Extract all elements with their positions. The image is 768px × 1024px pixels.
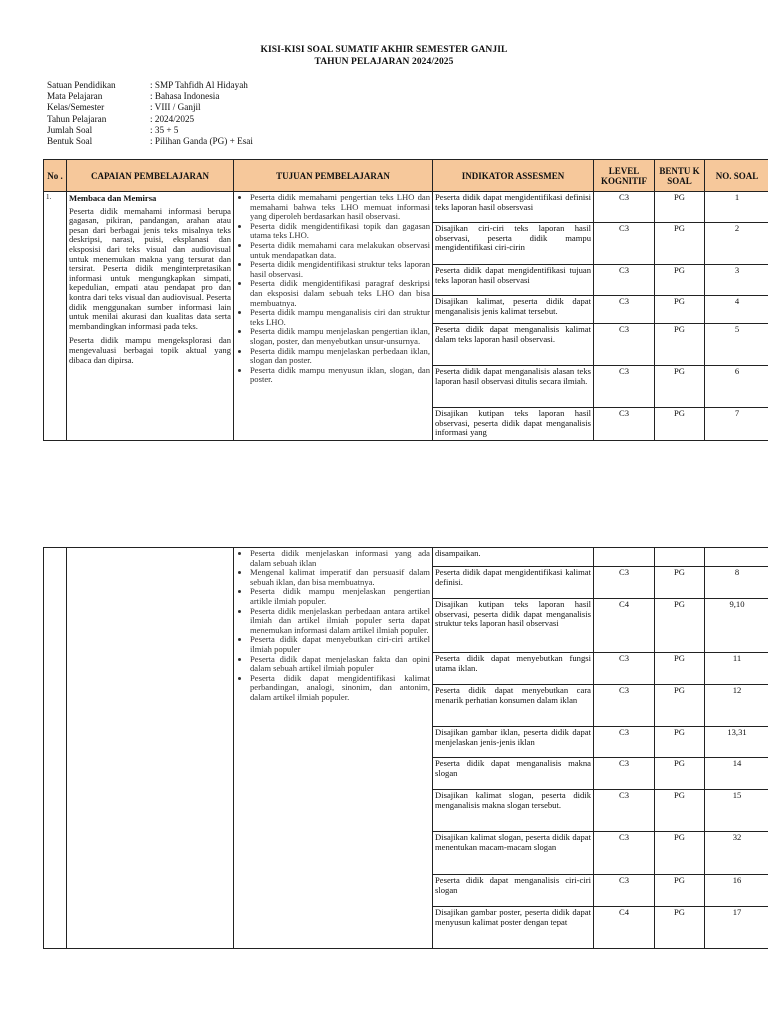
meta-row bbox=[47, 114, 253, 125]
bentuk-cell: PG bbox=[655, 907, 705, 949]
level-cell: C3 bbox=[594, 653, 655, 685]
capaian-heading: Membaca dan Memirsa bbox=[69, 193, 157, 203]
meta-value: : 2024/2025 bbox=[150, 113, 195, 124]
nosoal-cell: 6 bbox=[705, 366, 768, 408]
bentuk-cell: PG bbox=[655, 296, 705, 324]
header-indikator: INDIKATOR ASSESMEN bbox=[433, 160, 594, 192]
bentuk-cell: PG bbox=[655, 408, 705, 441]
indikator-cell: Peserta didik dapat menganalisis makna slogan bbox=[433, 758, 594, 790]
nosoal-cell: 8 bbox=[705, 567, 768, 599]
bentuk-cell: PG bbox=[655, 567, 705, 599]
nosoal-cell: 3 bbox=[705, 265, 768, 296]
level-cell: C3 bbox=[594, 832, 655, 875]
indikator-cell: Disajikan gambar iklan, peserta didik dapat menjelaskan jenis-jenis iklan bbox=[433, 727, 594, 758]
document-meta bbox=[47, 80, 253, 147]
level-cell: C3 bbox=[594, 727, 655, 758]
bentuk-cell: PG bbox=[655, 875, 705, 907]
indikator-cell: Peserta didik dapat mengidentifikasi kalimat definisi. bbox=[433, 567, 594, 599]
indikator-cell: Peserta didik dapat menganalisis kalimat dalam teks laporan hasil observasi. bbox=[433, 324, 594, 366]
bentuk-cell bbox=[655, 548, 705, 567]
kisi-kisi-table-page-2 bbox=[43, 547, 768, 949]
header-level: LEVEL KOGNITIF bbox=[594, 160, 655, 192]
capaian-paragraph: Peserta didik memahami informasi berupa gagasan, pikiran, pandangan, arahan atau pesan dari berbagai jenis teks misalnya teks deskripsi, narasi, puisi, eksplanasi dan eksposisi dari teks visual dan audiovisual untuk menemukan makna yang tersurat dan tersirat. Peserta didik menginterpretasikan informasi untuk mengungkapkan simpati, kepedulian, empati atau pendapat pro dan kontra dari teks visual dan audiovisual. Peserta didik menggunakan sumber informasi lain untuk menilai akurasi dan kualitas data serta membandingkan informasi pada teks. bbox=[69, 205, 231, 331]
nosoal-cell: 17 bbox=[705, 907, 768, 949]
indikator-cell: Disajikan gambar poster, peserta didik dapat menyusun kalimat poster dengan tepat bbox=[433, 907, 594, 949]
tujuan-item: • Mengenal kalimat imperatif dan persuasif dalam sebuah iklan, dan bisa membuatnya. bbox=[250, 568, 430, 587]
meta-label: Bentuk Soal bbox=[47, 136, 93, 147]
tujuan-item: • Peserta didik mampu menyusun iklan, slogan, dan poster. bbox=[250, 366, 430, 385]
nosoal-cell: 4 bbox=[705, 296, 768, 324]
nosoal-cell: 2 bbox=[705, 223, 768, 265]
bentuk-cell: PG bbox=[655, 223, 705, 265]
tujuan-item: • Peserta didik mampu menjelaskan perbedaan iklan, slogan dan poster. bbox=[250, 347, 430, 366]
tujuan-cell bbox=[234, 548, 433, 949]
indikator-cell: Peserta didik dapat menganalisis ciri-ciri slogan bbox=[433, 875, 594, 907]
level-cell: C3 bbox=[594, 296, 655, 324]
meta-row bbox=[47, 125, 253, 136]
bentuk-cell: PG bbox=[655, 790, 705, 832]
capaian-paragraph: Peserta didik mampu mengeksplorasi dan mengevaluasi berbagai topik aktual yang dibaca dan dipirsa. bbox=[69, 335, 231, 365]
capaian-cell bbox=[67, 548, 234, 949]
tujuan-item: • Peserta didik menjelaskan informasi yang ada dalam sebuah iklan bbox=[250, 549, 430, 568]
level-cell: C4 bbox=[594, 599, 655, 653]
level-cell: C4 bbox=[594, 907, 655, 949]
document-subtitle: TAHUN PELAJARAN 2024/2025 bbox=[314, 57, 454, 67]
bentuk-cell: PG bbox=[655, 324, 705, 366]
tujuan-item: • Peserta didik memahami pengertian teks LHO dan memahami bahwa teks LHO memuat informasi yang diperoleh berdasarkan hasil observasi. bbox=[250, 193, 430, 222]
level-cell: C3 bbox=[594, 265, 655, 296]
meta-row bbox=[47, 102, 253, 113]
level-cell bbox=[594, 548, 655, 567]
level-cell: C3 bbox=[594, 685, 655, 727]
tujuan-item: • Peserta didik mampu menjelaskan pengertian artikle ilmiah populer. bbox=[250, 587, 430, 606]
indikator-cell: Disajikan kalimat slogan, peserta didik dapat menentukan macam-macam slogan bbox=[433, 832, 594, 875]
level-cell: C3 bbox=[594, 408, 655, 441]
meta-value: : 35 + 5 bbox=[150, 124, 179, 135]
tujuan-list bbox=[236, 193, 430, 385]
bentuk-cell: PG bbox=[655, 653, 705, 685]
bentuk-cell: PG bbox=[655, 265, 705, 296]
indikator-cell: Peserta didik dapat menyebutkan cara menarik perhatian konsumen dalam iklan bbox=[433, 685, 594, 727]
nosoal-cell: 5 bbox=[705, 324, 768, 366]
document-title: KISI-KISI SOAL SUMATIF AKHIR SEMESTER GANJIL bbox=[260, 45, 508, 55]
header-nosoal: NO. SOAL bbox=[705, 160, 768, 192]
tujuan-item: • Peserta didik dapat menyebutkan ciri-ciri artikel ilmiah populer bbox=[250, 635, 430, 654]
tujuan-item: • Peserta didik dapat mengidentifikasi kalimat perbandingan, analogi, sinonim, dan antonim, dalam artikel ilmiah populer. bbox=[250, 674, 430, 703]
nosoal-cell: 32 bbox=[705, 832, 768, 875]
tujuan-list bbox=[236, 549, 430, 703]
level-cell: C3 bbox=[594, 567, 655, 599]
bentuk-cell: PG bbox=[655, 599, 705, 653]
header-capaian: CAPAIAN PEMBELAJARAN bbox=[67, 160, 234, 192]
meta-value: : Pilihan Ganda (PG) + Esai bbox=[150, 136, 253, 147]
level-cell: C3 bbox=[594, 790, 655, 832]
bentuk-cell: PG bbox=[655, 685, 705, 727]
meta-label: Mata Pelajaran bbox=[47, 91, 103, 102]
level-cell: C3 bbox=[594, 223, 655, 265]
meta-value: : SMP Tahfidh Al Hidayah bbox=[150, 80, 248, 90]
tujuan-item: • Peserta didik menjelaskan perbedaan antara artikel ilmiah dan artikel ilmiah populer serta dapat menemukan informasi dalam artikel ilmiah populer. bbox=[250, 607, 430, 636]
bentuk-cell: PG bbox=[655, 832, 705, 875]
bentuk-cell: PG bbox=[655, 727, 705, 758]
tujuan-item: • Peserta didik dapat menjelaskan fakta dan opini dalam sebuah artikel ilmiah populer bbox=[250, 655, 430, 674]
bentuk-cell: PG bbox=[655, 758, 705, 790]
tujuan-item: • Peserta didik memahami cara melakukan observasi untuk mendapatkan data. bbox=[250, 241, 430, 260]
header-bentuk: BENTU K SOAL bbox=[655, 160, 705, 192]
capaian-cell bbox=[67, 192, 234, 441]
row-number-cell: 1. bbox=[44, 192, 67, 441]
meta-label: Tahun Pelajaran bbox=[47, 113, 107, 124]
indikator-cell: Peserta didik dapat mengidentifikasi definisi teks laporan hasil obsersvasi bbox=[433, 192, 594, 223]
indikator-cell: Disajikan kalimat slogan, peserta didik menganalisis makna slogan tersebut. bbox=[433, 790, 594, 832]
row-number-cell bbox=[44, 548, 67, 949]
nosoal-cell: 15 bbox=[705, 790, 768, 832]
tujuan-item: • Peserta didik mampu menjelaskan pengertian iklan, slogan, poster, dan menyebutkan unsur-unsurnya. bbox=[250, 327, 430, 346]
tujuan-item: • Peserta didik mengidentifikasi topik dan gagasan utama teks LHO. bbox=[250, 222, 430, 241]
indikator-cell: Disajikan ciri-ciri teks laporan hasil observasi, peserta didik mampu mengidentifikasi ciri-cirin bbox=[433, 223, 594, 265]
tujuan-item: • Peserta didik mengidentifikasi paragraf deskripsi dan eksposisi dalam sebuah teks LHO dan bisa membuatnya. bbox=[250, 279, 430, 308]
tujuan-item: • Peserta didik mengidentifikasi struktur teks laporan hasil observasi. bbox=[250, 260, 430, 279]
indikator-cell: Disajikan kutipan teks laporan hasil observasi, peserta didik dapat menganalisis struktur teks laporan hasil observasi bbox=[433, 599, 594, 653]
nosoal-cell: 1 bbox=[705, 192, 768, 223]
nosoal-cell: 12 bbox=[705, 685, 768, 727]
indikator-cell: Disajikan kalimat, peserta didik dapat menganalisis jenis kalimat tersebut. bbox=[433, 296, 594, 324]
indikator-cell: disampaikan. bbox=[433, 548, 594, 567]
meta-row bbox=[47, 80, 253, 91]
meta-label: Kelas/Semester bbox=[47, 102, 105, 113]
meta-value: : VIII / Ganjil bbox=[150, 102, 201, 113]
tujuan-item: • Peserta didik mampu menganalisis ciri dan struktur teks LHO. bbox=[250, 308, 430, 327]
nosoal-cell: 14 bbox=[705, 758, 768, 790]
nosoal-cell: 7 bbox=[705, 408, 768, 441]
table-row bbox=[44, 192, 768, 223]
meta-row bbox=[47, 136, 253, 147]
level-cell: C3 bbox=[594, 758, 655, 790]
indikator-cell: Peserta didik dapat menyebutkan fungsi utama iklan. bbox=[433, 653, 594, 685]
tujuan-cell bbox=[234, 192, 433, 441]
level-cell: C3 bbox=[594, 192, 655, 223]
meta-label: Satuan Pendidikan bbox=[47, 80, 116, 90]
indikator-cell: Peserta didik dapat mengidentifikasi tujuan teks laporan hasil observasi bbox=[433, 265, 594, 296]
meta-label: Jumlah Soal bbox=[47, 124, 93, 135]
table-row bbox=[44, 548, 768, 567]
header-tujuan: TUJUAN PEMBELAJARAN bbox=[234, 160, 433, 192]
meta-value: : Bahasa Indonesia bbox=[150, 91, 220, 102]
indikator-cell: Disajikan kutipan teks laporan hasil observasi, peserta didik dapat menganalisis informasi yang bbox=[433, 408, 594, 441]
meta-row bbox=[47, 91, 253, 102]
nosoal-cell: 9,10 bbox=[705, 599, 768, 653]
level-cell: C3 bbox=[594, 324, 655, 366]
header-no: No . bbox=[44, 160, 67, 192]
nosoal-cell: 16 bbox=[705, 875, 768, 907]
level-cell: C3 bbox=[594, 366, 655, 408]
bentuk-cell: PG bbox=[655, 192, 705, 223]
bentuk-cell: PG bbox=[655, 366, 705, 408]
level-cell: C3 bbox=[594, 875, 655, 907]
kisi-kisi-table-page-1 bbox=[43, 159, 768, 441]
nosoal-cell: 11 bbox=[705, 653, 768, 685]
nosoal-cell: 13,31 bbox=[705, 727, 768, 758]
nosoal-cell bbox=[705, 548, 768, 567]
indikator-cell: Peserta didik dapat menganalisis alasan teks laporan hasil observasi ditulis secara ilmiah. bbox=[433, 366, 594, 408]
